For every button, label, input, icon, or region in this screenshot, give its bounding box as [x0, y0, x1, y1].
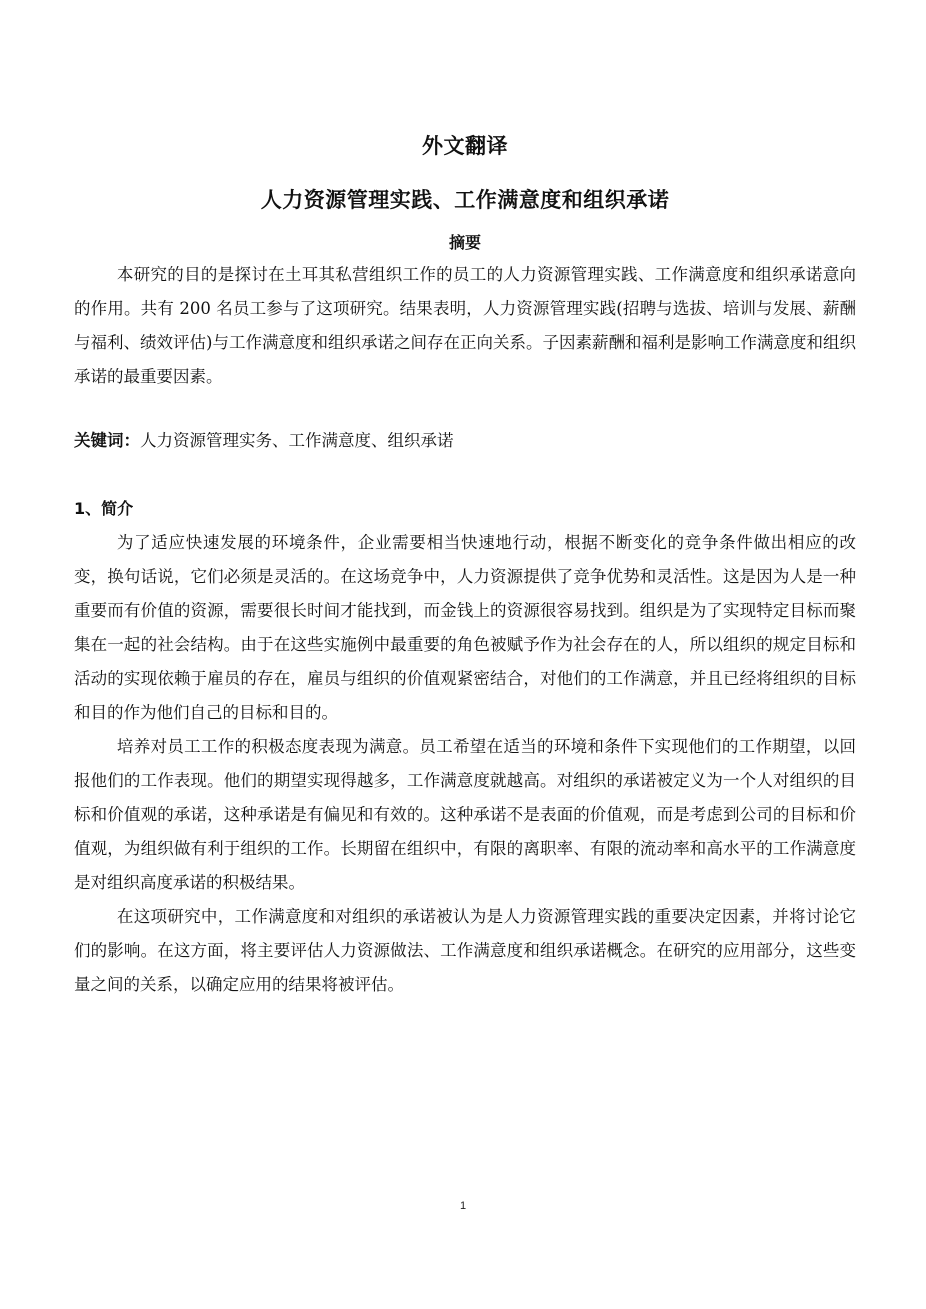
body-paragraph-2: 培养对员工工作的积极态度表现为满意。员工希望在适当的环境和条件下实现他们的工作期望，以回报他们的工作表现。他们的期望实现得越多，工作满意度就越高。对组织的承诺被定义为一个人对组织的目标和价值观的承诺，这种承诺是有偏见和有效的。这种承诺不是表面的价值观，而是考虑到公司的目标和价值观，为组织做有利于组织的工作。长期留在组织中，有限的离职率、有限的流动率和高水平的工作满意度是对组织高度承诺的积极结果。 — [74, 737, 856, 892]
page-number: 1 — [459, 1200, 467, 1212]
body-paragraph-3: 在这项研究中，工作满意度和对组织的承诺被认为是人力资源管理实践的重要决定因素，并将讨论它们的影响。在这方面，将主要评估人力资源做法、工作满意度和组织承诺概念。在研究的应用部分，这些变量之间的关系，以确定应用的结果将被评估。 — [74, 907, 856, 994]
abstract-heading: 摘要 — [448, 233, 481, 252]
page-content — [74, 128, 856, 1002]
abstract-paragraph: 本研究的目的是探讨在土耳其私营组织工作的员工的人力资源管理实践、工作满意度和组织承诺意向的作用。共有 200 名员工参与了这项研究。结果表明，人力资源管理实践(招聘与选拔、培训与发展、薪酬与福利、绩效评估)与工作满意度和组织承诺之间存在正向关系。子因素薪酬和福利是影响工作满意度和组织承诺的最重要因素。 — [74, 265, 856, 386]
keywords-text: 人力资源管理实务、工作满意度、组织承诺 — [140, 431, 454, 450]
keywords-label: 关键词： — [74, 431, 140, 450]
paper-title: 人力资源管理实践、工作满意度和组织承诺 — [260, 188, 670, 212]
keywords-line — [74, 424, 856, 458]
section-heading-introduction: 1、简介 — [74, 499, 134, 518]
body-paragraph-1: 为了适应快速发展的环境条件，企业需要相当快速地行动，根据不断变化的竞争条件做出相应的改变，换句话说，它们必须是灵活的。在这场竞争中，人力资源提供了竞争优势和灵活性。这是因为人是一种重要而有价值的资源，需要很长时间才能找到，而金钱上的资源很容易找到。组织是为了实现特定目标而聚集在一起的社会结构。由于在这些实施例中最重要的角色被赋予作为社会存在的人，所以组织的规定目标和活动的实现依赖于雇员的存在，雇员与组织的价值观紧密结合，对他们的工作满意，并且已经将组织的目标和目的作为他们自己的目标和目的。 — [74, 533, 856, 722]
document-title: 外文翻译 — [422, 134, 508, 158]
